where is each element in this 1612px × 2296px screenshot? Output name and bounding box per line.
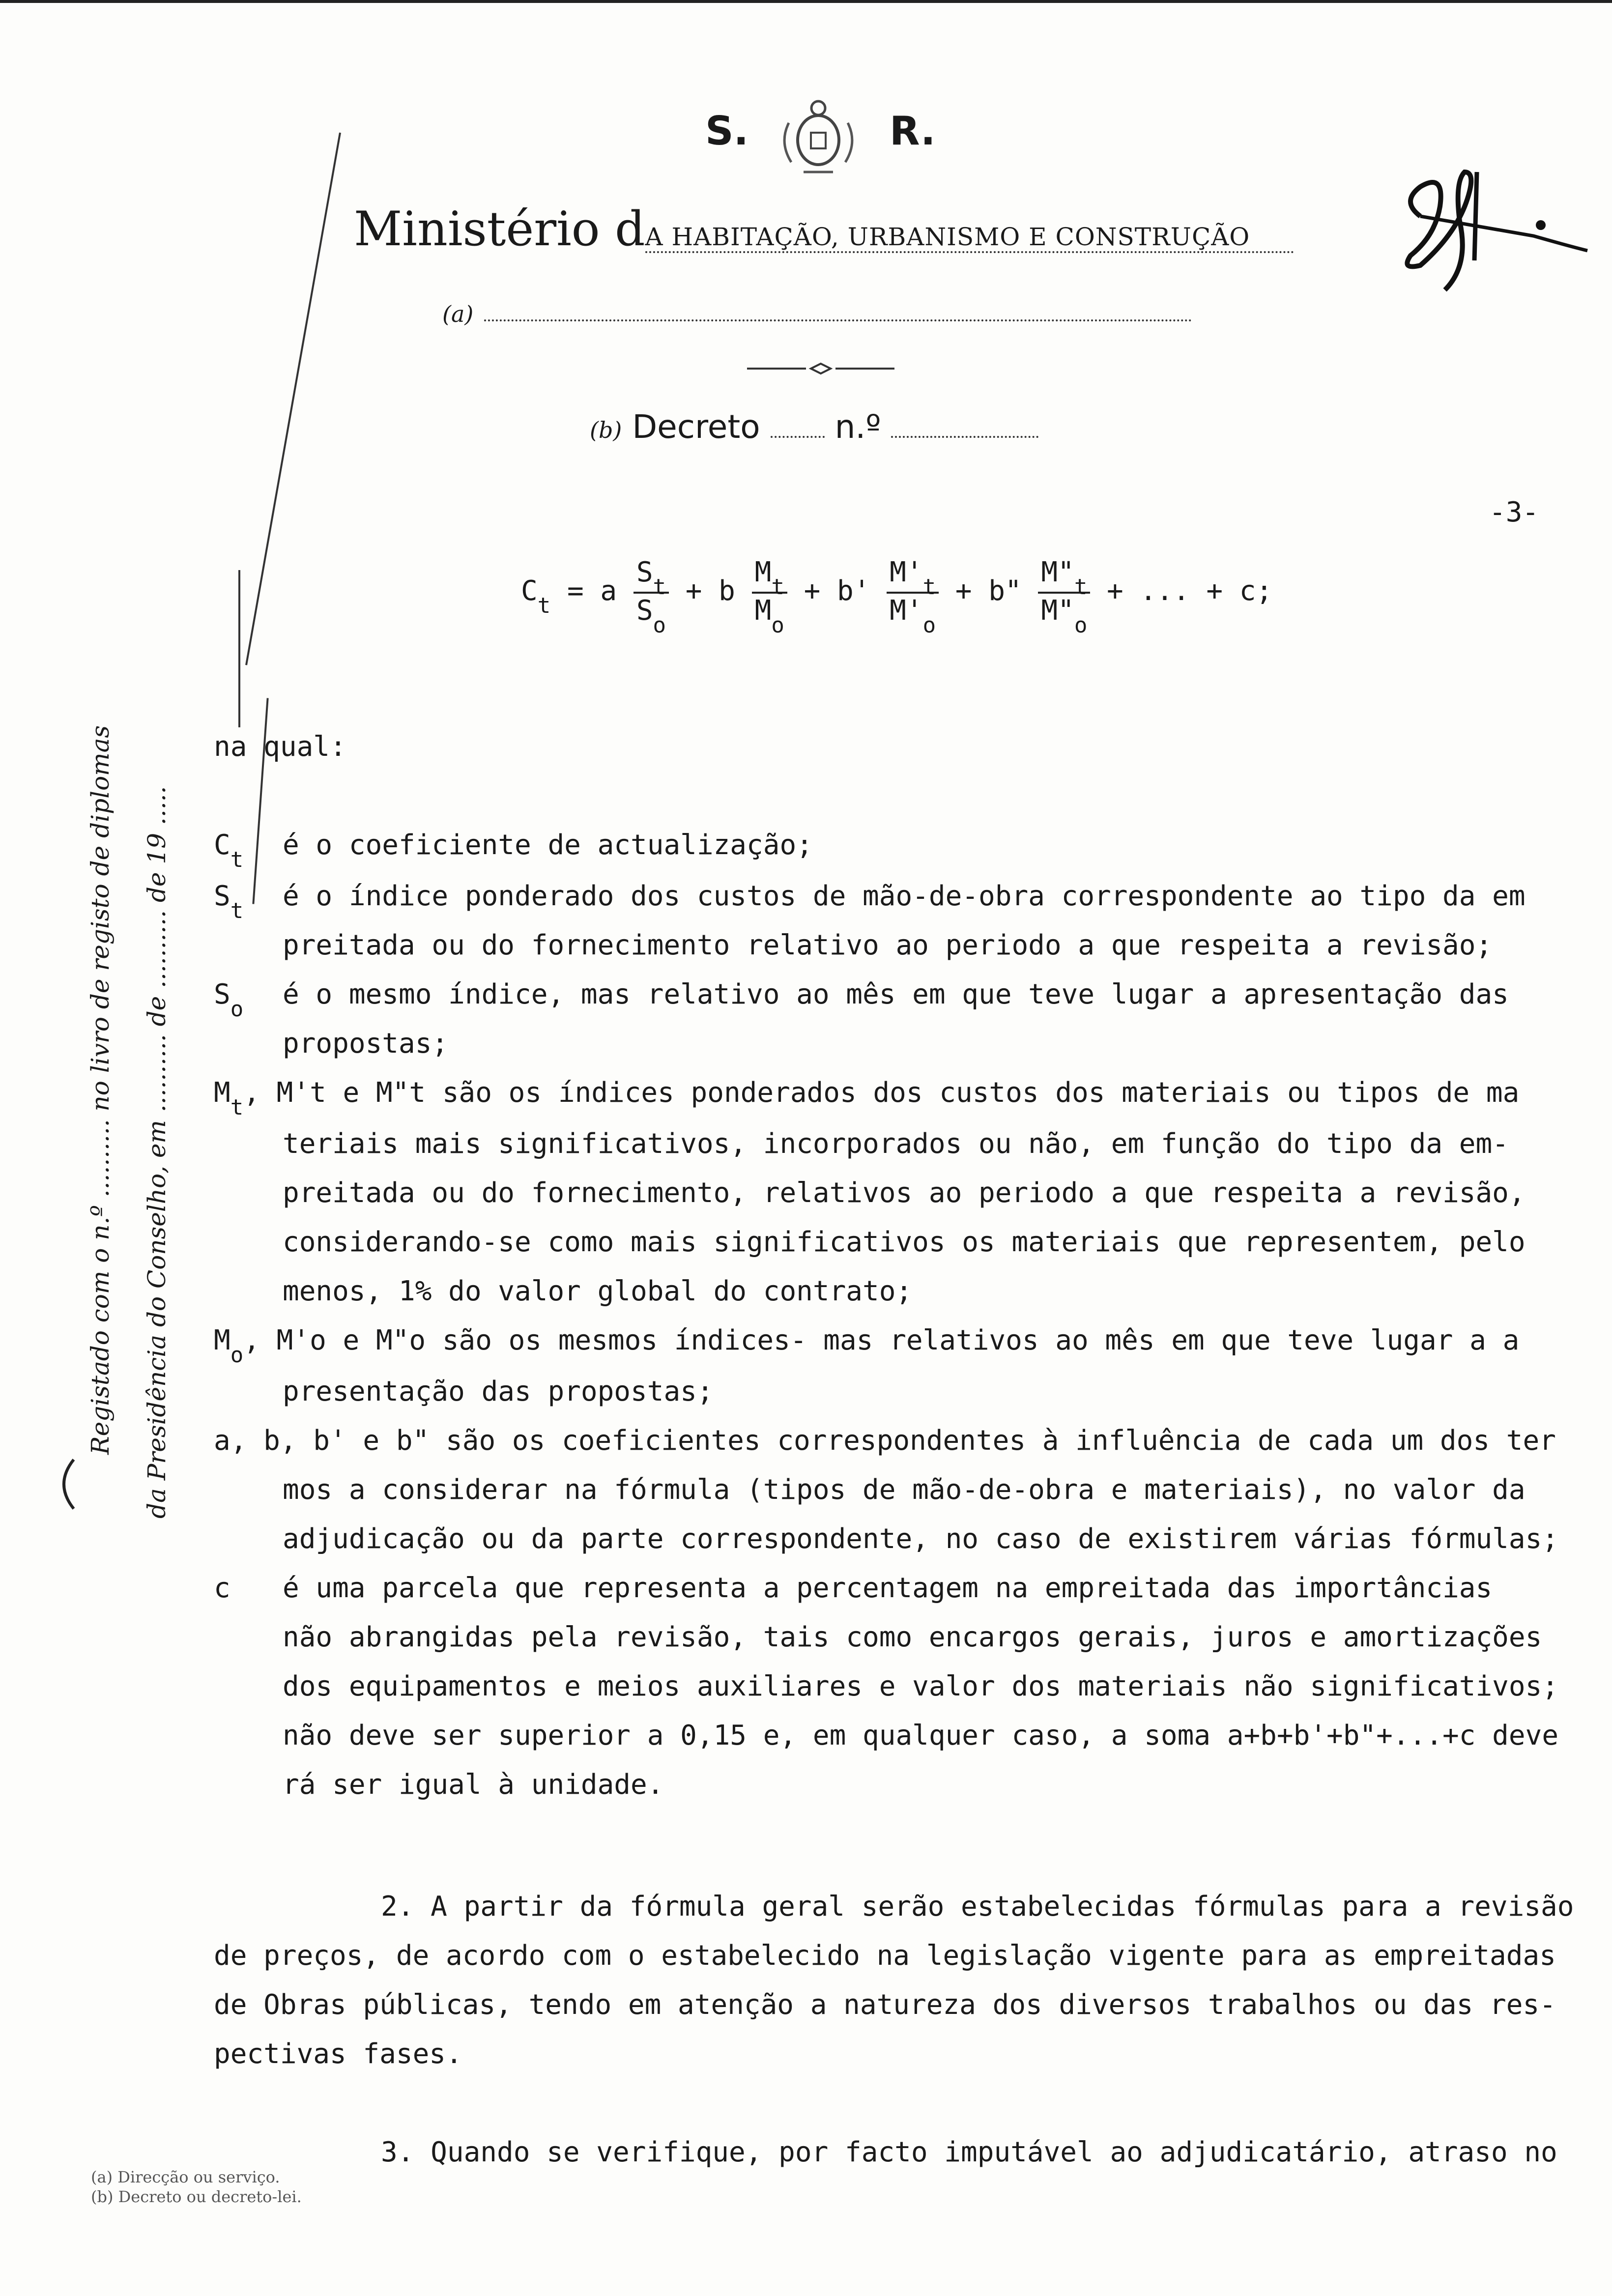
ornament-divider bbox=[747, 361, 894, 376]
definition-line: preitada ou do fornecimento relativo ao periodo a que respeita a revisão; bbox=[283, 929, 1493, 961]
header-s: S. bbox=[705, 108, 749, 154]
formula-eq: = a bbox=[567, 575, 617, 607]
handwritten-initials bbox=[1391, 143, 1597, 300]
formula-lhs: $C_t$ bbox=[521, 575, 551, 619]
definition-symbol: $M_o$, M'o e M"o bbox=[214, 1324, 426, 1368]
paragraph-line: pectivas fases. bbox=[214, 2038, 462, 2070]
definition-line: teriais mais significativos, incorporados ou não, em função do tipo da em- bbox=[283, 1128, 1509, 1160]
definition-coefficients bbox=[214, 1416, 1558, 1564]
definition-line: não abrangidas pela revisão, tais como encargos gerais, juros e amortizações bbox=[283, 1621, 1542, 1653]
ministry-prefix: Ministério d bbox=[354, 201, 645, 257]
definition-symbol: c bbox=[214, 1572, 230, 1604]
formula-op2: + b' bbox=[804, 575, 870, 607]
definition-so bbox=[214, 970, 1558, 1068]
definition-line: rá ser igual à unidade. bbox=[283, 1769, 664, 1801]
label-a: (a) bbox=[442, 301, 474, 327]
decreto-line bbox=[590, 408, 1038, 446]
top-border bbox=[0, 0, 1612, 3]
margin-registration-line-1: Registado com o n.º .......... no livro de registo de diplomas bbox=[86, 725, 115, 1455]
formula bbox=[521, 555, 1273, 638]
margin-registration-line-2: da Presidência do Conselho, em .......... de .......... de 19 ..... bbox=[143, 786, 171, 1519]
definition-line: é uma parcela que representa a percentagem na empreitada das importâncias bbox=[283, 1572, 1493, 1604]
label-a-dotted-line bbox=[484, 319, 1192, 321]
definition-line: $M_t$, M't e M"t são os índices ponderados dos custos dos materiais ou tipos de ma bbox=[214, 1077, 1520, 1120]
definition-mt bbox=[214, 1068, 1558, 1316]
formula-op3: + b" bbox=[955, 575, 1022, 607]
footnote-a: (a) Direcção ou serviço. bbox=[91, 2168, 280, 2186]
paragraph-line: de Obras públicas, tendo em atenção a natureza dos diversos trabalhos ou das res- bbox=[214, 1989, 1556, 2021]
definition-line: considerando-se como mais significativos os materiais que representem, pelo bbox=[283, 1226, 1526, 1258]
definition-line: é o coeficiente de actualização; bbox=[283, 829, 813, 861]
definition-symbol: a, b, b' e b" bbox=[214, 1425, 430, 1457]
definition-symbol: $M_t$, M't e M"t bbox=[214, 1077, 426, 1120]
definition-line: dos equipamentos e meios auxiliares e valor dos materiais não significativos; bbox=[283, 1670, 1559, 1702]
definition-symbol: $C_t$ bbox=[214, 829, 244, 872]
definition-line: não deve ser superior a 0,15 e, em qualquer caso, a soma a+b+b'+b"+...+c deve bbox=[283, 1720, 1559, 1751]
paragraph-line: 2. A partir da fórmula geral serão estabelecidas fórmulas para a revisão bbox=[381, 1891, 1574, 1923]
ministry-title bbox=[354, 201, 1294, 257]
footnotes bbox=[91, 2167, 302, 2207]
definition-line: presentação das propostas; bbox=[283, 1376, 714, 1407]
fraction-s: $\frac{S_t}{S_o}$ bbox=[633, 555, 669, 630]
margin-rule-top bbox=[245, 133, 341, 665]
definition-symbol: $S_o$ bbox=[214, 978, 244, 1022]
header-r: R. bbox=[890, 108, 936, 154]
intro-text: na qual: bbox=[214, 731, 346, 763]
margin-rule-left bbox=[238, 570, 240, 727]
footnote-b: (b) Decreto ou decreto-lei. bbox=[91, 2187, 302, 2206]
definition-mo bbox=[214, 1316, 1558, 1416]
definition-line: é o índice ponderado dos custos de mão-de-obra correspondente ao tipo da em bbox=[283, 880, 1526, 912]
definition-c bbox=[214, 1564, 1558, 1809]
definition-ct bbox=[214, 821, 1558, 872]
paragraph-2 bbox=[214, 1882, 1574, 2079]
page-number: -3- bbox=[1489, 496, 1539, 528]
formula-op1: + b bbox=[685, 575, 735, 607]
definition-line: a, b, b' e b" são os coeficientes correspondentes à influência de cada um dos ter bbox=[214, 1425, 1556, 1457]
definition-line: adjudicação ou da parte correspondente, no caso de existirem várias fórmulas; bbox=[283, 1523, 1559, 1555]
definition-line: é o mesmo índice, mas relativo ao mês em que teve lugar a apresentação das bbox=[283, 978, 1509, 1010]
decreto-word: Decreto bbox=[632, 408, 760, 446]
paragraph-3: 3. Quando se verifique, por facto imputável ao adjudicatário, atraso no bbox=[381, 2136, 1557, 2168]
coat-of-arms-emblem bbox=[769, 93, 867, 177]
definitions-block bbox=[214, 821, 1558, 1809]
decreto-label-b: (b) bbox=[590, 417, 622, 443]
formula-tail: + ... + c; bbox=[1107, 575, 1273, 607]
fraction-m-prime: $\frac{M'_t}{M'_o}$ bbox=[887, 555, 939, 630]
margin-bracket bbox=[49, 1455, 79, 1514]
fraction-m: $\frac{M_t}{M_o}$ bbox=[752, 555, 787, 630]
definition-line: preitada ou do fornecimento, relativos ao periodo a que respeita a revisão, bbox=[283, 1177, 1526, 1209]
definition-line: propostas; bbox=[283, 1028, 449, 1060]
decreto-number-label: n.º bbox=[835, 408, 881, 446]
decreto-dots-1 bbox=[771, 436, 825, 438]
paragraph-line: de preços, de acordo com o estabelecido na legislação vigente para as empreitadas bbox=[214, 1940, 1556, 1972]
definition-line: mos a considerar na fórmula (tipos de mão-de-obra e materiais), no valor da bbox=[283, 1474, 1526, 1506]
definition-line: $M_o$, M'o e M"o são os mesmos índices- mas relativos ao mês em que teve lugar a a bbox=[214, 1324, 1520, 1368]
definition-st bbox=[214, 872, 1558, 970]
fraction-m-double-prime: $\frac{M"_t}{M"_o}$ bbox=[1038, 555, 1090, 630]
definition-line: menos, 1% do valor global do contrato; bbox=[283, 1275, 913, 1307]
ministry-name: A HABITAÇÃO, URBANISMO E CONSTRUÇÃO bbox=[645, 223, 1294, 253]
decreto-dots-2 bbox=[891, 436, 1038, 438]
definition-symbol: $S_t$ bbox=[214, 880, 244, 923]
